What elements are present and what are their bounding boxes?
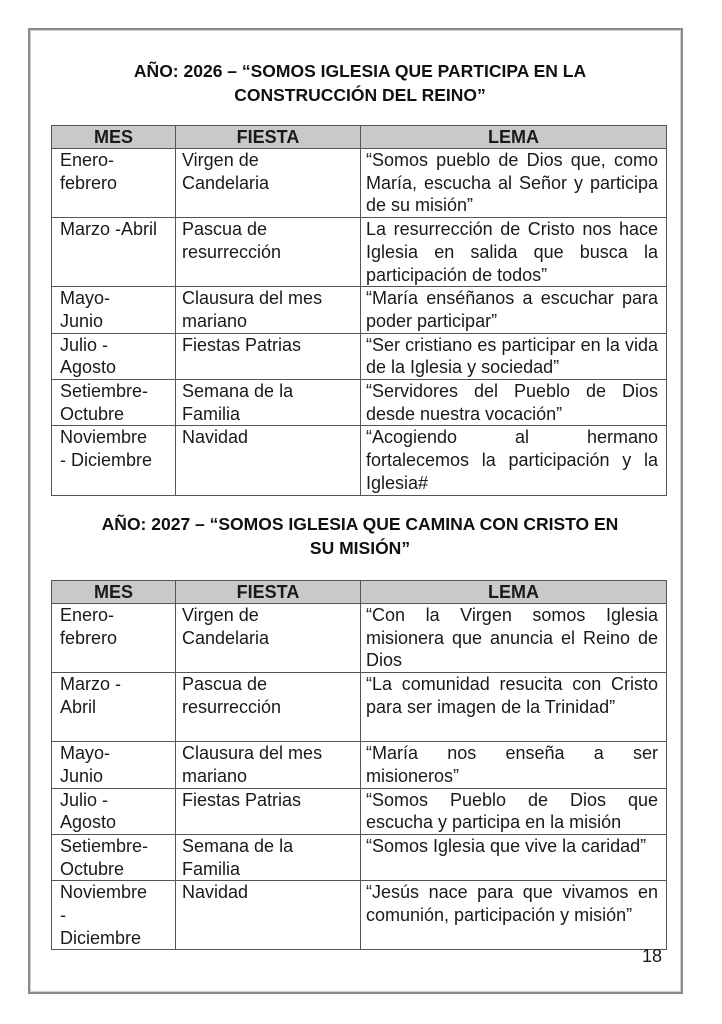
cell-fiesta xyxy=(176,426,361,495)
cell-mes xyxy=(52,426,176,495)
cell-mes xyxy=(52,287,176,333)
mes-line: Junio xyxy=(60,310,104,331)
mes-line: Marzo -Abril xyxy=(60,219,158,240)
mes-line: Julio - xyxy=(60,789,109,810)
fiesta-line: Familia xyxy=(182,858,241,879)
title-line: AÑO: 2027 – “SOMOS IGLESIA QUE CAMINA CON CRISTO EN xyxy=(101,514,619,534)
schedule-table-2027 xyxy=(51,580,667,950)
fiesta-line: Clausura del mes xyxy=(182,288,323,309)
cell-mes xyxy=(52,149,176,218)
cell-mes xyxy=(52,788,176,834)
mes-line: Octubre xyxy=(60,403,125,424)
fiesta-line: Semana de la xyxy=(182,835,294,856)
fiesta-line: Candelaria xyxy=(182,627,270,648)
header-fiesta: FIESTA xyxy=(176,126,361,149)
cell-mes xyxy=(52,834,176,880)
mes-line: Octubre xyxy=(60,858,125,879)
mes-line: Noviembre xyxy=(60,882,148,903)
cell-mes xyxy=(52,604,176,673)
mes-line: Mayo- xyxy=(60,743,111,764)
fiesta-line: Pascua de xyxy=(182,674,268,695)
header-fiesta: FIESTA xyxy=(176,581,361,604)
mes-line: - Diciembre xyxy=(60,450,153,471)
cell-fiesta xyxy=(176,218,361,287)
mes-line: febrero xyxy=(60,172,118,193)
fiesta-line: Semana de la xyxy=(182,381,294,402)
mes-line: febrero xyxy=(60,627,118,648)
mes-line: Diciembre xyxy=(60,927,142,948)
cell-fiesta xyxy=(176,834,361,880)
fiesta-line: mariano xyxy=(182,310,248,331)
mes-line: Abril xyxy=(60,696,97,717)
table-row xyxy=(52,218,667,287)
cell-lema: “Somos Iglesia que vive la caridad” xyxy=(361,834,667,880)
mes-line: Agosto xyxy=(60,812,117,833)
table-row xyxy=(52,788,667,834)
mes-line: Setiembre- xyxy=(60,381,149,402)
cell-lema: “Somos Pueblo de Dios que escucha y participa en la misión xyxy=(361,788,667,834)
fiesta-line: Navidad xyxy=(182,882,249,903)
fiesta-line: mariano xyxy=(182,765,248,786)
fiesta-line: Navidad xyxy=(182,427,249,448)
fiesta-line: Fiestas Patrias xyxy=(182,789,302,810)
table-header-row xyxy=(52,581,667,604)
table-row xyxy=(52,426,667,495)
fiesta-line: Virgen de xyxy=(182,150,259,170)
mes-line: Marzo - xyxy=(60,674,122,695)
cell-mes xyxy=(52,673,176,742)
cell-fiesta xyxy=(176,788,361,834)
header-lema: LEMA xyxy=(361,126,667,149)
fiesta-line: Candelaria xyxy=(182,172,270,193)
mes-line: Mayo- xyxy=(60,288,111,309)
mes-line: Julio - xyxy=(60,334,109,355)
table-row xyxy=(52,881,667,950)
cell-fiesta xyxy=(176,881,361,950)
cell-fiesta xyxy=(176,149,361,218)
cell-fiesta xyxy=(176,604,361,673)
cell-lema: “María nos enseña a ser misioneros” xyxy=(361,742,667,788)
fiesta-line: resurrección xyxy=(182,696,282,717)
cell-mes xyxy=(52,881,176,950)
table-row xyxy=(52,742,667,788)
mes-line: Noviembre xyxy=(60,427,148,448)
fiesta-line: Clausura del mes xyxy=(182,743,323,764)
cell-lema: “Ser cristiano es participar en la vida de la Iglesia y sociedad” xyxy=(361,333,667,379)
table-row xyxy=(52,287,667,333)
cell-fiesta xyxy=(176,287,361,333)
table-row xyxy=(52,333,667,379)
table-row xyxy=(52,673,667,742)
cell-lema: “Con la Virgen somos Iglesia misionera que anuncia el Reino de Dios xyxy=(361,604,667,673)
mes-line: Junio xyxy=(60,765,104,786)
table-row xyxy=(52,149,667,218)
section-title-2026 xyxy=(60,60,660,107)
title-line: SU MISIÓN” xyxy=(309,537,411,558)
cell-lema: “Somos pueblo de Dios que, como María, escucha al Señor y participa de su misión” xyxy=(361,149,667,218)
header-mes: MES xyxy=(52,581,176,604)
fiesta-line: Familia xyxy=(182,403,241,424)
mes-line: - xyxy=(60,905,66,926)
table-header-row xyxy=(52,126,667,149)
title-line: AÑO: 2026 – “SOMOS IGLESIA QUE PARTICIPA EN LA xyxy=(133,61,587,81)
fiesta-line: Fiestas Patrias xyxy=(182,334,302,355)
mes-line: Enero- xyxy=(60,150,115,170)
table-row xyxy=(52,380,667,426)
title-line: CONSTRUCCIÓN DEL REINO” xyxy=(234,84,486,105)
cell-lema: “Acogiendo al hermano fortalecemos la participación y la Iglesia# xyxy=(361,426,667,495)
fiesta-line: Pascua de xyxy=(182,219,268,240)
cell-fiesta xyxy=(176,742,361,788)
mes-line: Agosto xyxy=(60,357,117,378)
cell-lema: “Servidores del Pueblo de Dios desde nuestra vocación” xyxy=(361,380,667,426)
cell-fiesta xyxy=(176,333,361,379)
section-title-2027 xyxy=(60,513,660,560)
fiesta-line: resurrección xyxy=(182,241,282,262)
schedule-table-2026 xyxy=(51,125,667,496)
page-number: 18 xyxy=(641,946,662,966)
header-lema: LEMA xyxy=(361,581,667,604)
table-row xyxy=(52,604,667,673)
mes-line: Enero- xyxy=(60,605,115,625)
cell-mes xyxy=(52,742,176,788)
cell-fiesta xyxy=(176,380,361,426)
cell-lema: “La comunidad resucita con Cristo para ser imagen de la Trinidad” xyxy=(361,673,667,742)
table-row xyxy=(52,834,667,880)
cell-lema: “María enséñanos a escuchar para poder participar” xyxy=(361,287,667,333)
cell-mes xyxy=(52,333,176,379)
cell-lema: La resurrección de Cristo nos hace Iglesia en salida que busca la participación de todos” xyxy=(361,218,667,287)
header-mes: MES xyxy=(52,126,176,149)
fiesta-line: Virgen de xyxy=(182,605,259,625)
mes-line: Setiembre- xyxy=(60,835,149,856)
cell-fiesta xyxy=(176,673,361,742)
cell-mes xyxy=(52,218,176,287)
cell-mes xyxy=(52,380,176,426)
cell-lema: “Jesús nace para que vivamos en comunión, participación y misión” xyxy=(361,881,667,950)
